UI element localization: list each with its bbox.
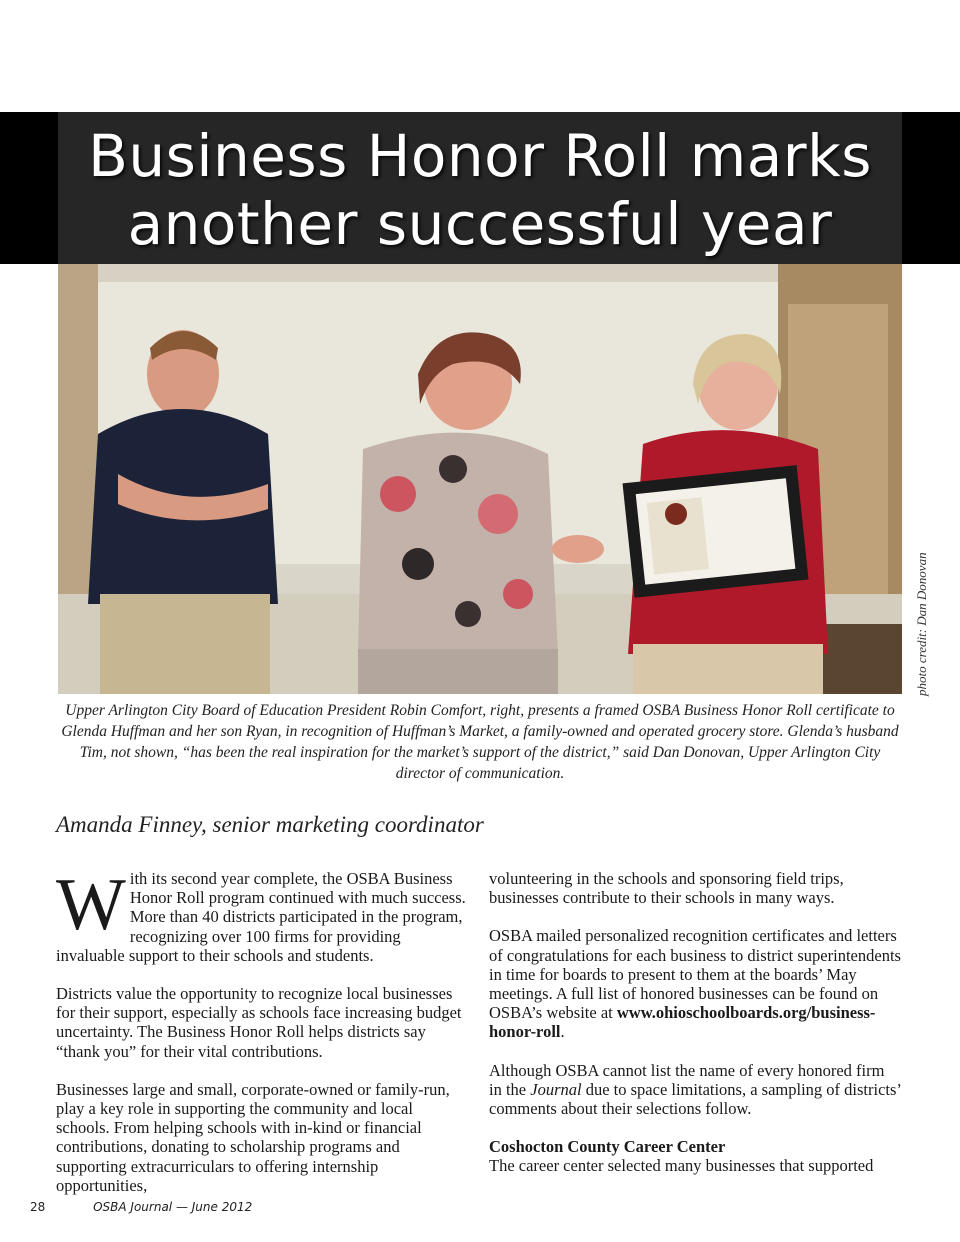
- paragraph-end: .: [560, 1022, 565, 1042]
- article-column-left: [56, 864, 468, 1214]
- paragraph-text: Although OSBA cannot list the name of every honored firm in the: [489, 1060, 885, 1099]
- paragraph: [56, 864, 468, 965]
- photo-caption: Upper Arlington City Board of Education President Robin Comfort, right, presents a framed OSBA Business Honor Roll certificate to Glenda Huffman and her son Ryan, in recognition of Huffman’s Market, a family-owned and operated grocery store. Glenda’s husband Tim, not shown, “has been the real inspiration for the market’s support of the district,” said Dan Donovan, Upper Arlington City director of communication.: [61, 702, 899, 782]
- title-line-1: Business Honor Roll marks: [88, 122, 872, 190]
- section-heading: Coshocton County Career Center: [489, 1137, 726, 1157]
- paragraph: volunteering in the schools and sponsoring field trips, businesses contribute to their schools in many ways.: [489, 869, 844, 908]
- paragraph: Businesses large and small, corporate-owned or family-run, play a key role in supporting the community and local schools. From helping schools with in-kind or financial contributions, donating to scholarship programs and supporting extracurriculars to offering internship opportunities,: [56, 1079, 450, 1195]
- title-banner: [0, 112, 960, 264]
- featured-photo: [58, 264, 902, 694]
- byline: Amanda Finney, senior marketing coordinator: [56, 812, 484, 837]
- website-link[interactable]: www.ohioschoolboards.org/business-honor-roll: [489, 1003, 876, 1042]
- paragraph: [489, 926, 901, 1041]
- article-column-right: [489, 869, 901, 1195]
- photo-credit: photo credit: Dan Donovan: [914, 552, 929, 696]
- drop-cap: W: [56, 864, 126, 946]
- paragraph-text: due to space limitations, a sampling of districts’ comments about their selections follow.: [489, 1079, 901, 1119]
- title-line-2: another successful year: [127, 190, 833, 258]
- journal-name: OSBA Journal — June 2012: [93, 1200, 253, 1214]
- photo-illustration: [58, 264, 902, 694]
- page-title: [0, 122, 960, 258]
- paragraph: The career center selected many businesses that supported: [489, 1156, 874, 1176]
- paragraph-text: OSBA mailed personalized recognition certificates and letters of congratulations for each business to district superintendents in time for boards to present to them at the boards’ May meetings. A full list of honored businesses can be found on OSBA’s website at: [489, 926, 901, 1023]
- paragraph: Districts value the opportunity to recognize local businesses for their support, especially as schools face increasing budget uncertainty. The Business Honor Roll helps districts say “thank you” for their vital contributions.: [56, 984, 462, 1061]
- paragraph-text: ith its second year complete, the OSBA Business Honor Roll program continued with much success. More than 40 districts participated in the program, recognizing over 100 firms for providing invaluable support to their schools and students.: [56, 869, 466, 965]
- journal-title: Journal: [530, 1079, 582, 1099]
- page-footer: [30, 1200, 252, 1214]
- page-number: 28: [30, 1200, 46, 1214]
- paragraph: [489, 1061, 901, 1119]
